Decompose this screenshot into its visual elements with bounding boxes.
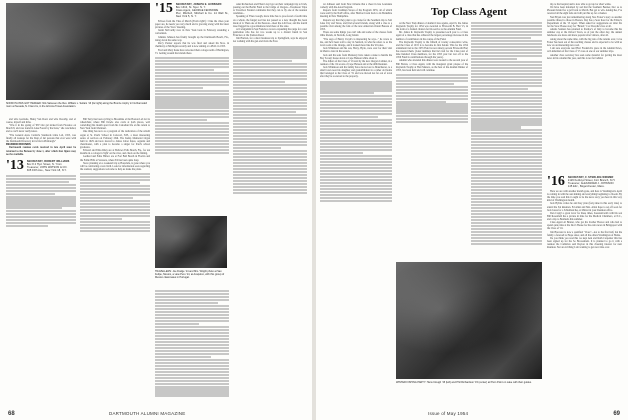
paragraph: Mr. James R. Reynolds Trophy is presented each year to a Class agent of a class that has achieved the largest percentage increase in the number of contributors in the course of the Fund. [396,31,468,41]
paragraph: I am sure everyone read Harr Frederick's piece in the Alumni News, Al Linderman of the Class of '15 was on one of our summer trips. [547,47,622,54]
treasurer-label: Treasurer, ALEXANDER J. JOHNSON [567,182,614,185]
paragraph: "Was it in the spring of '08? Our gal nicked from Florence on March 8, and was found in Lake Forest by the lions," she concluded, and so we'll never really know. [6,124,76,134]
paragraph: Jim Hariton, for a short business trip to Springfield, says he enjoyed not walking with his gun and visits the East. [233,37,307,44]
secretary-address: 2126 Ketboyd Street, Fort Branch, N.H. [567,179,616,182]
class-info [568,176,615,188]
body-text-lines [471,22,542,245]
paragraph: Jack and his sons from Monterey have taken a stake to handle the Boy Scouts' house down at Cape Hanson while about it. [320,53,392,60]
class-16-header [547,176,622,188]
paragraph: "The saga of Henry Cloyd's is interesting he says..." he wrote to me, and he'd been told to stay in Sanford, in what he refers to as the local room at the Orange, and it looked more like the '49 sales. [320,37,392,47]
paragraph: We have been informed by sad that the Southern Bonner, Doc so to Pleasant Island for a golf back to March. But get to win. Asking Ike, I've received all the eight lads and will put this up for a market. [547,6,622,16]
travellers-photo [155,216,227,268]
paragraph: One thing has now as a program of the dedication of the rebuilt organ at St. Paul's School in Concord, N.H., a most interesting series of services on February 26th. The Kemp Memorial Organ built in 1929 and now moved to James Cabot Knox, organist and choirmaster, with a plan to become a singer for Paul's school graduates. [80,130,150,149]
treasurer-label: Treasurer, JOHN WATSON & CO. [26,165,68,169]
paragraph: Percy Presler reports that he was fired and asked his M.A. in chemistry at Michigan recently and is now aiming at a Ph.D. in 1955. [155,42,229,49]
paragraph: Fred and Mary Kane have relocated their cottage north of Burlington, Vt. Getting around the islands there. [155,48,229,55]
reunion-text: Dartmouth reunion cards received in late April must be returned to the Bureau by June 1, after which that figure may not be available. [6,146,76,156]
paragraph: trip to the hospital and is now able to get up for short walks. [550,3,612,6]
paragraph: Along about the same time, with the big tale of the returns over, Cove Foster has been out of the reaching classes and is expected to be with us now on an interesting new road. [547,37,622,47]
paragraph: Don Craig's a great lover for these times, Kesstanlcomb with his son Bill Rosenfeld has a picture in time for the Medical Chambers, at N.C., and a trip to Bermuda this summer. [547,211,622,222]
secretary-address: Box 1310, St. Nyer. N. Y. [175,6,206,9]
left-page [4,0,310,420]
paragraph: Ned Bryan was just remembering along Stas Foster's story as another possible thread to those in Boston. Day has a Sour hour for the Editor's Department of the '15 report. When asked for suggestions on what fits for the Stow House story for "Brand," Cov Dowdie's fare at all. [547,15,622,28]
paragraph: Adams Sanders has returned to Pontiac's of Italy to become this his summer cup at the Oxford Town, as of just the other day, the annual luncheons are more and more popular after visitors, after all. [547,28,622,38]
right-column-1 [320,3,392,408]
paragraph: Jack Wilkinson and his family have moved out to Manchester, to a small town near his daughter and grandchildren in a rather old home that belonged to the Class of '31 and was moved not far out of town after they're re-newed to the property. [320,66,392,79]
paragraph: Reports from Cushman Stowe of the Program 1955, all of which were said by the NAE office, after Hartford went back to its Berkshire meeting in New Hampshire. [320,9,392,19]
paragraph: "The General Assn. Carnivle Standards Lime Lab, 1955, was finally all lookups for the Dept of All persons that ever were with the Dartmouth Directory in its life in Pittsburgh." [6,133,76,143]
page-number: 69 [613,411,620,417]
body-text-lines [320,81,392,202]
reunion-heading: REUNION ROUNDS [6,143,31,147]
paragraph: Here we are with another month gone, and here is Washington's April is coming in with the sun shining and everything beginning to bloom. By the time you read this it ought to be the news story you hear in this very kind of Washington month. [547,190,622,203]
secretary-address: Box 8 4 Hyd. Street, N. Yrsm [26,162,62,166]
body-text-lines [155,290,229,397]
class-13-header [6,157,76,173]
paragraph: Johnnie Johnson has finally brought up the Dartmouth Beach, Fla., doing down the same way. [155,35,229,42]
paragraph: ter Johnson said from New Orleans that a cheer in late Louisiana comedy with the AAA Program. [320,3,392,10]
travellers-caption: TRAVELLERS: Joe Dodge '14 and Mrs. Wright photo at San Felipe, Mexico, a view Peru '14, at Acapulco, with this group of Mexico classmates in Portugal. [155,270,225,279]
paragraph: Gerhard and Edna Hitlow are at Fort Ball Beach in Florida and the Eddie Hills at Sarasota, where Ed has been quite busy. [80,155,150,162]
page-gutter [312,0,316,420]
treasurer-address: 145 Eliz., Bogerchester, Mass. [567,185,605,188]
paragraph: Steve planning on a weekend trip to Honolulu, is gone where you will be celebrating a new birth. Look for information soon regarding the reunion; suggestions welcome to help us make the plans. [80,161,150,171]
class-number: '15 [155,3,173,16]
class-number: '16 [547,176,565,189]
secretary-label: SECRETARY, JOSEPH E. HUBBARD [175,3,222,6]
left-column-4 [233,3,307,408]
class-info [176,3,229,18]
snow-plow-caption: SNOW PLOWS GOT HEDGED: Nils Salvesen the Rev. William L. Sellars '13 (far right) along the Bronze trophy in his Ramsdell room at Nevada, N. Friend is, in the Arizona Travel Association. [6,102,147,108]
left-column-3 [155,3,229,213]
treasurer-label: Class Agent, GEORGE FENIMORE [175,9,219,12]
treasurer-address: 305 Fifth Ave., New York 18, N.Y. [26,168,67,172]
paragraph: The Reynolds Trophy is the fiftieth of twenty consecutive wins, and the Class of 1915 is to become its first holder. This for the 1954 attainment tied to the 1955 Fund is now ninety percent Ellsworth Hart has steered them. (Later numbers that he's tied for the Class total of nine hundred Class members, for the 1955 year but lost off to the 1956 Fund in contributions through the years). [396,40,468,60]
article-headline: Top Class Agent [430,6,507,18]
paragraph: Speaking of Fines Gough, more time has to proof-read a fourth time on a whole, the fungal tool has not passed so a new thought has been made of it. Then one of the Pearson—meet the 4-th floor, and the fourth dose flagged he a good-humored and more of the state. [233,15,307,28]
left-column-1 [6,118,76,408]
paragraph: There are some things you can't talk and some of the classes from Ohio friends, in Norfolk, Long Island. [320,31,392,38]
paragraph: Justin McCarthy now in New York back in February attending a convention. [155,29,229,36]
class-15-header [155,3,229,18]
class-number: '13 [6,157,24,173]
paragraph: Bill Terry has been cycling to Brookline of the Boston Lab for its wheelchair, where Bill Dowle also cards at both places, well coinciding this month apart from his Canadian life on his return to New York from Montreal. [80,118,150,131]
fishing-party-photo [396,262,542,379]
paragraph: Jim Brewster is now a qualified "Clare"—not to the first half, but the family a farewell to Hope sister, and all the others Washington of Home. [547,230,622,237]
treasurer-address: Pier, Mitchell, Mitchell & Co. 14 Wall St., New York 5, N. Y. [175,12,229,18]
body-text-lines [6,175,76,228]
paragraph: Do you think you read this we kept Ann and Ruth Carpenter this has been signed up for the So Brossament. It is planned to go it with a reunion the Cambrian said Dayton in this cheering interest for next Reunion. Not an old thing I am wanting to get now time over. [547,237,622,250]
body-text-lines [155,57,229,155]
paragraph: Alan Richardson and Ellen Lloyd got on their campaign trip to Utah, passing out the Berlin Fund to the bridge of Oregon—Treatiseon Tripe to Travelled. Ezekiel comments that they can to fly one of the reunion candidate... [233,3,307,16]
paragraph: The Jeffers of the Class of '16 said by the new Oregon Cabinet, in a reunion of the '24 scouts of Cape Hanson and at the 40th Reunion. [320,59,392,66]
left-column-2 [80,118,150,408]
paragraph: Class Agent Al Bruner, who got his brother Horace and who had to spend quite time at the Doc's House for the extra news in Bridgeport with the Class of '16. [547,221,622,231]
paragraph: Echoes from the Vine of March (Form right!): I like the vines your paper are, he needs you very much and is growing along with the latest pictures of the 'Stow' meeting. [155,20,229,30]
page-number: 68 [8,411,15,417]
fishing-party-caption: WINTER FISHING PARTY: Hans Clough '15 (left) and Phil Richardson '15 (center) at Plum Point on Lake with their guides. [396,381,532,384]
right-column-3b [547,176,622,408]
class-info [27,160,69,172]
secretary-label: SECRETARY, ROBERT WILLIAMS [26,159,70,163]
right-column-2 [396,22,468,258]
paragraph: Another class secretary has seen some material for getting the most news in his column this year, and this is not far behind. [547,53,622,60]
right-page [318,0,624,420]
paragraph: Alumni who attended this dinner were treated to the second year of Bill Bevan, a Class Agent, with the inaugural grant plaque of the Reynolds Trophy at Hart Manors, as the host of the Alumni Dinner of 1955, has been held and will continue. [396,59,468,72]
paragraph: At the New York dinner of alumni Class agents, April 6, the James Reynolds Trophy for 1954 was awarded to Ellsworth B. Hart '15, in the form of a framed citation for his service to the Alumni Fund. [396,22,468,32]
body-text-lines [80,173,150,232]
right-column-3 [547,3,622,173]
left-column-3b [155,290,229,408]
page-footer: DARTMOUTH ALUMNI MAGAZINE [109,411,186,416]
secretary-label: SECRETARY, F. STERLING WIDMER [567,176,614,179]
paragraph: Reports say that they plan to go cruise for the Southern trip to Salt Lake City and Texas, and find several friends, along with a clue to a possible visit among the folk of the new American Orient Bureau of 1955. [320,18,392,31]
paragraph: Jack Hylins writes he and Kay plan (forty-nine in this early date) to attend the Sal Reunion. Ed Allen and Mrs. Allen hope to set off soon for Jack Jones for a Schulman Ike, at Mirnet in your Reunion office. [547,202,622,212]
paragraph: Al Colsigamm in San Francisco is now expanding the range for a real gentleman who has for two weeks up to a distant friend in San Francisco at the Stanton Road. [233,27,307,38]
paragraph: and wife Gertrude, Henry Van Dorst and wife Dorothy, and of course, myself and Irma. [6,118,76,125]
right-column-2b [471,22,542,258]
body-text-lines [396,74,468,124]
snow-plow-photo [6,3,150,100]
paragraph: Edward and Edna Riley are at Bellows Falls Beach, Fla., for ten months in a cottage in 'tight' on the river, and check on the fishing. [80,149,150,156]
paragraph: Jack Wilkinson and his son, Harry, Hyde, were over for their visit in Mexico later in the season. [320,47,392,54]
body-text-lines [233,46,307,194]
page-footer: Issue of May 1954 [428,411,469,416]
